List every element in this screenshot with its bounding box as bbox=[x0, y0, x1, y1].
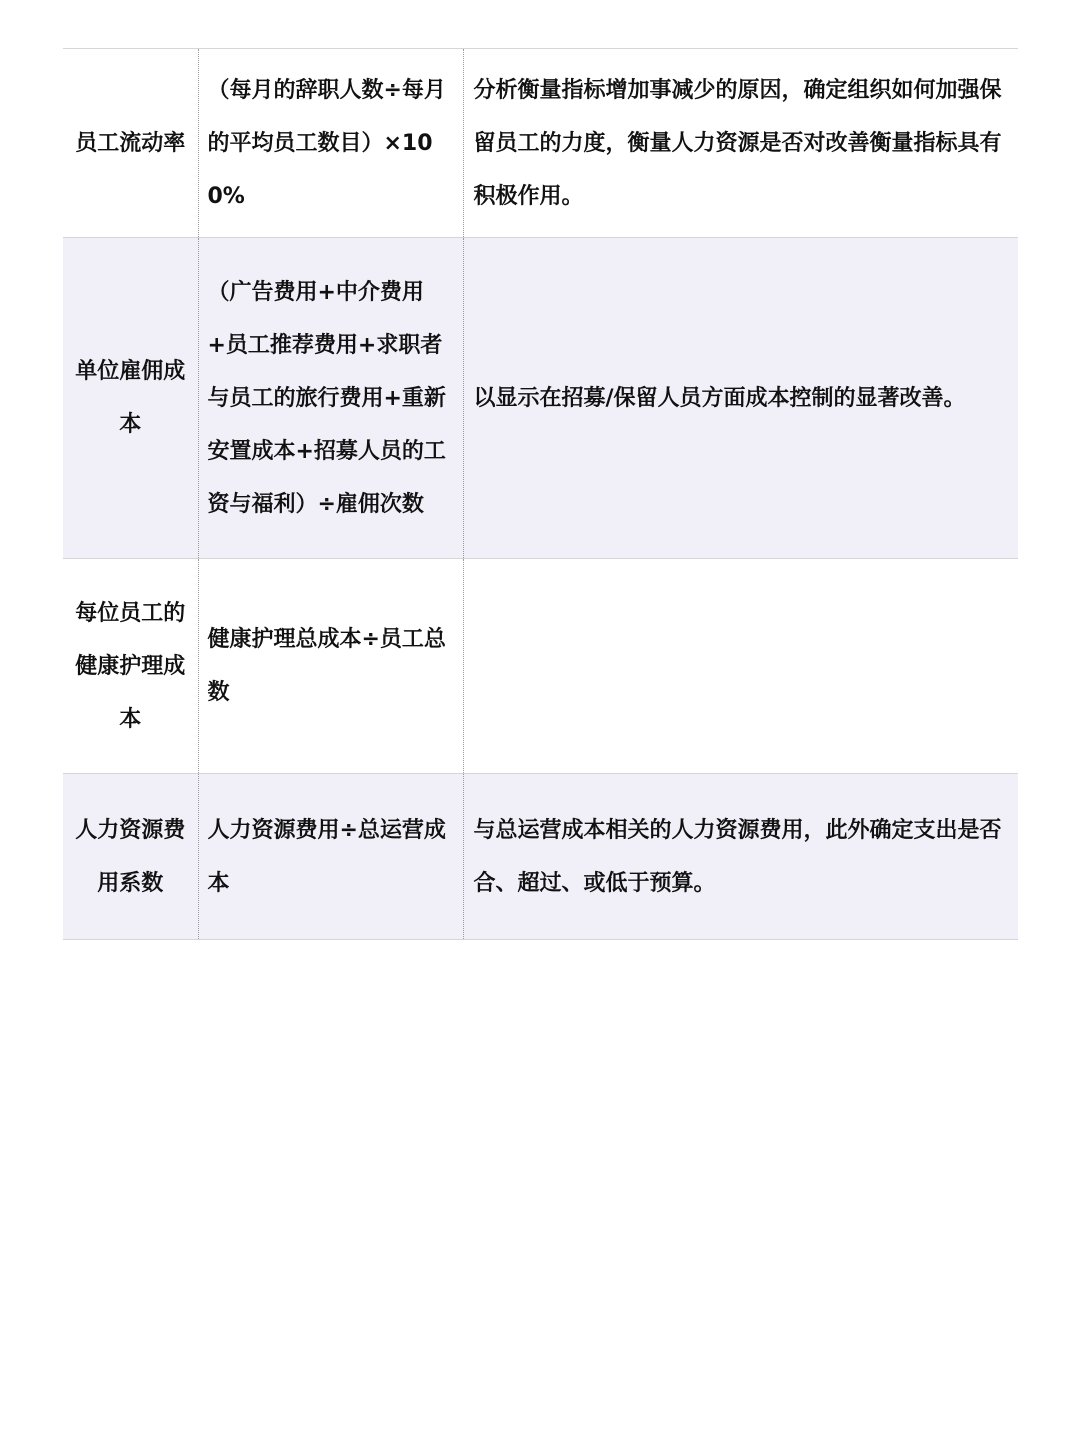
formula-cell: 健康护理总成本÷员工总数 bbox=[198, 559, 463, 774]
table-row bbox=[63, 774, 1018, 940]
metric-name-cell: 人力资源费用系数 bbox=[63, 774, 198, 940]
hr-metrics-table-container bbox=[63, 48, 1018, 940]
formula-cell: （广告费用+中介费用+员工推荐费用+求职者与员工的旅行费用+重新安置成本+招募人员的工资与福利）÷雇佣次数 bbox=[198, 238, 463, 559]
table-row bbox=[63, 238, 1018, 559]
metric-name-cell: 员工流动率 bbox=[63, 49, 198, 238]
description-cell: 分析衡量指标增加事减少的原因，确定组织如何加强保留员工的力度，衡量人力资源是否对改善衡量指标具有积极作用。 bbox=[463, 49, 1018, 238]
description-cell bbox=[463, 559, 1018, 774]
metric-name-cell: 每位员工的健康护理成本 bbox=[63, 559, 198, 774]
description-cell: 以显示在招募/保留人员方面成本控制的显著改善。 bbox=[463, 238, 1018, 559]
description-cell: 与总运营成本相关的人力资源费用，此外确定支出是否合、超过、或低于预算。 bbox=[463, 774, 1018, 940]
hr-metrics-table bbox=[63, 48, 1018, 940]
table-row bbox=[63, 49, 1018, 238]
table-row bbox=[63, 559, 1018, 774]
formula-cell: 人力资源费用÷总运营成本 bbox=[198, 774, 463, 940]
metric-name-cell: 单位雇佣成本 bbox=[63, 238, 198, 559]
formula-cell: （每月的辞职人数÷每月的平均员工数目）×100% bbox=[198, 49, 463, 238]
